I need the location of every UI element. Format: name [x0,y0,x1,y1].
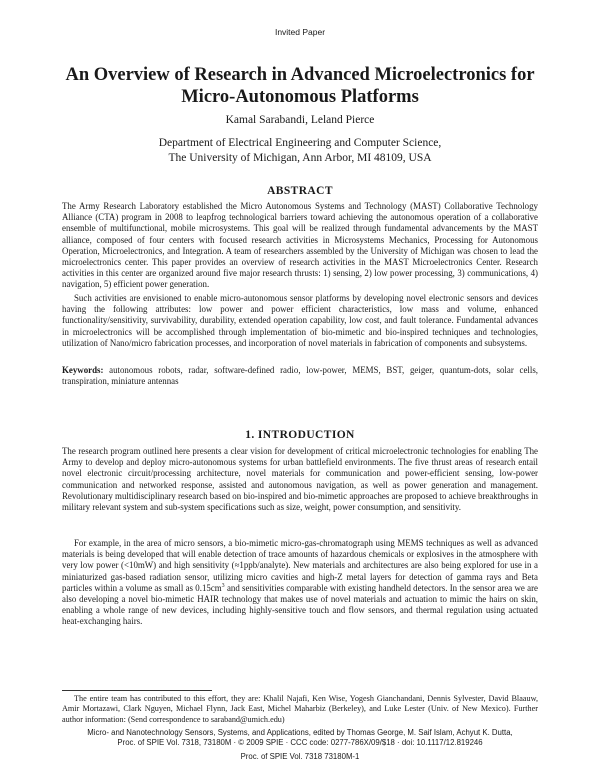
intro-p2-superscript: 3 [221,582,225,589]
publication-line-2: Proc. of SPIE Vol. 7318, 73180M · © 2009 SPIE · CCC code: 0277-786X/09/$18 · doi: 10.1117/12.819246 [117,738,483,747]
footnote: The entire team has contributed to this effort, they are: Khalil Najafi, Ken Wise, Yogesh Gianchandani, Dennis Sylvester, David Blaauw, Amir Mortazawi, Clark Nguyen, Michael Flynn, Jack East, Michel Maharbiz (Berkeley), and Luke Lester (Univ. of New Mexico). Further author information: (Send correspondence to saraband@umich.edu) [62,694,538,724]
affiliation-line-2: The University of Michigan, Ann Arbor, MI 48109, USA [168,152,432,164]
header-note: Invited Paper [274,27,326,37]
footnote-rule [62,690,212,691]
title-line-2: Micro-Autonomous Platforms [181,87,419,107]
authors: Kamal Sarabandi, Leland Pierce [225,114,375,126]
affiliation-line-1: Department of Electrical Engineering and Computer Science, [158,137,442,149]
publication-info [0,728,600,748]
intro-p2-part-a: For example, in the area of micro sensors, a bio-mimetic micro-gas-chromatograph using MEMS techniques as well as advanced materials is being developed that will enable detection of trace amounts of hazardous chemicals or explosives in the atmosphere with very low power (<10mW) and high sensitivity (≈1ppb/analyte). New materials and architectures are also being explored for use in a miniaturized gas-based radiation sensor, utilizing micro cavities and high-Z metal layers for detection of gamma rays and Beta particles within a volume as small as 0.15cm [62,538,538,593]
introduction-paragraph-2 [62,538,538,628]
paper-title [0,64,600,108]
affiliation [0,136,600,166]
abstract-paragraph-2: Such activities are envisioned to enable micro-autonomous sensor platforms by developing novel electronic sensors and devices having the following attributes: low power and power efficient characteristics, low mass and volume, enhanced functionality/sensitivity, survivability, durability, extended operation capability, low cost, and fault tolerance. Fundamental advances in microelectronics will be accomplished through implementation of bio-mimetic and bio-inspired techniques and technologies, utilization of Nano/micro fabrication processes, and incorporation of novel materials in fabrication of components and subsystems. [62,293,538,348]
introduction-heading: 1. INTRODUCTION [245,429,355,441]
publication-line-1: Micro- and Nanotechnology Sensors, Systems, and Applications, edited by Thomas George, M. Saif Islam, Achyut K. Dutta, [87,728,513,737]
abstract-paragraph-1: The Army Research Laboratory established the Micro Autonomous Systems and Technology (MAST) Collaborative Technology Alliance (CTA) program in 2008 to leapfrog technological barriers toward achieving the autonomous operation of a collaborative ensemble of multifunctional, mobile microsystems. This goal will be realized through fundamental advancements by the MAST alliance, composed of four centers with focused research activities in Microsystems Mechanics, Processing for Autonomous Operation, Microelectronics, and Integration. A team of researchers assembled by the University of Michigan was chosen to lead the microelectronics center. This paper provides an overview of research activities in the MAST Microelectronics Center. Research activities in this center are organized around five major research thrusts: 1) sensing, 2) low power processing, 3) communications, 4) navigation, 5) efficient power generation. [62,201,538,290]
page-footer: Proc. of SPIE Vol. 7318 73180M-1 [240,752,360,761]
title-line-1: An Overview of Research in Advanced Microelectronics for [65,65,535,85]
abstract-heading: ABSTRACT [267,185,333,197]
introduction-paragraph-1: The research program outlined here presents a clear vision for development of critical microelectronic technologies for enabling The Army to develop and deploy micro-autonomous systems for urban battlefield environments. The five thrust areas of research entail novel electronic circuit/processing architecture, novel materials for communication and power-efficient sensing, low-power communication and networked response, assisted and autonomous navigation, as well as power generation and management. Revolutionary multidisciplinary research based on bio-inspired and bio-mimetic approaches are proposed to achieve breakthroughs in military relevant system and sub-system specifications such as size, weight, power consumption, and sensitivity. [62,446,538,513]
keywords-label: Keywords: [62,365,104,375]
keywords [62,365,538,387]
intro-p2-part-b: and sensitivities comparable with existing handheld detectors. In the sensor area we are also developing a novel bio-mimetic HAIR technology that makes use of novel materials and actuation to mimic the hairs on skin, enabling a whole range of new devices, including highly-sensitive touch and flow sensors, and thermal regulation using actuated heat-exchanging hairs. [62,582,538,627]
keywords-text: autonomous robots, radar, software-defined radio, low-power, MEMS, BST, geiger, quantum-dots, solar cells, transpiration, miniature antennas [62,365,538,387]
